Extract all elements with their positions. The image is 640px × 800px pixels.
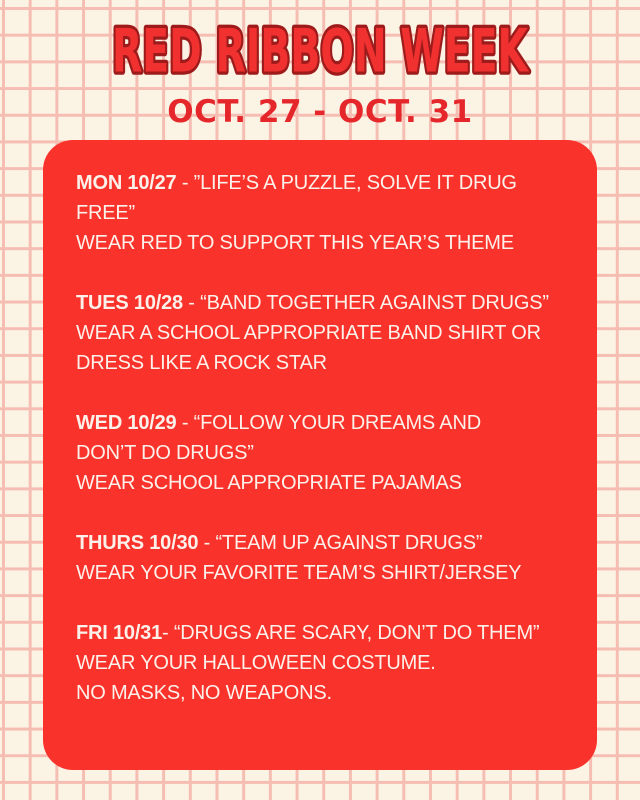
title-art (0, 18, 640, 98)
schedule-line: WEAR A SCHOOL APPROPRIATE BAND SHIRT OR (76, 322, 541, 344)
schedule-line: WED 10/29 - “FOLLOW YOUR DREAMS AND (76, 412, 481, 434)
page-title: RED RIBBON WEEK (112, 18, 530, 87)
flyer-header (0, 18, 640, 128)
day-label: TUES 10/28 (76, 292, 183, 314)
day-label: WED 10/29 (76, 412, 177, 434)
day-label: MON 10/27 (76, 172, 177, 194)
schedule-line: FRI 10/31- “DRUGS ARE SCARY, DON’T DO THEM” (76, 622, 540, 644)
schedule-card (43, 140, 597, 770)
schedule-line: WEAR YOUR HALLOWEEN COSTUME. (76, 652, 436, 674)
schedule-block (76, 618, 575, 708)
date-range: OCT. 27 - OCT. 31 (167, 94, 473, 130)
schedule-line: MON 10/27 - ”LIFE’S A PUZZLE, SOLVE IT DRUG (76, 172, 517, 194)
schedule-line: NO MASKS, NO WEAPONS. (76, 682, 332, 704)
schedule-line: TUES 10/28 - “BAND TOGETHER AGAINST DRUGS” (76, 292, 549, 314)
schedule-line: FREE” (76, 202, 136, 224)
schedule-line: WEAR RED TO SUPPORT THIS YEAR’S THEME (76, 232, 514, 254)
schedule-line: WEAR SCHOOL APPROPRIATE PAJAMAS (76, 472, 462, 494)
schedule-line: DRESS LIKE A ROCK STAR (76, 352, 327, 374)
schedule-block (76, 408, 575, 498)
schedule-line: DON’T DO DRUGS” (76, 442, 254, 464)
day-label: FRI 10/31 (76, 622, 163, 644)
schedule-block (76, 528, 575, 588)
schedule-line: WEAR YOUR FAVORITE TEAM’S SHIRT/JERSEY (76, 562, 522, 584)
schedule-block (76, 288, 575, 378)
day-label: THURS 10/30 (76, 532, 199, 554)
schedule-block (76, 168, 575, 258)
schedule-line: THURS 10/30 - “TEAM UP AGAINST DRUGS” (76, 532, 483, 554)
